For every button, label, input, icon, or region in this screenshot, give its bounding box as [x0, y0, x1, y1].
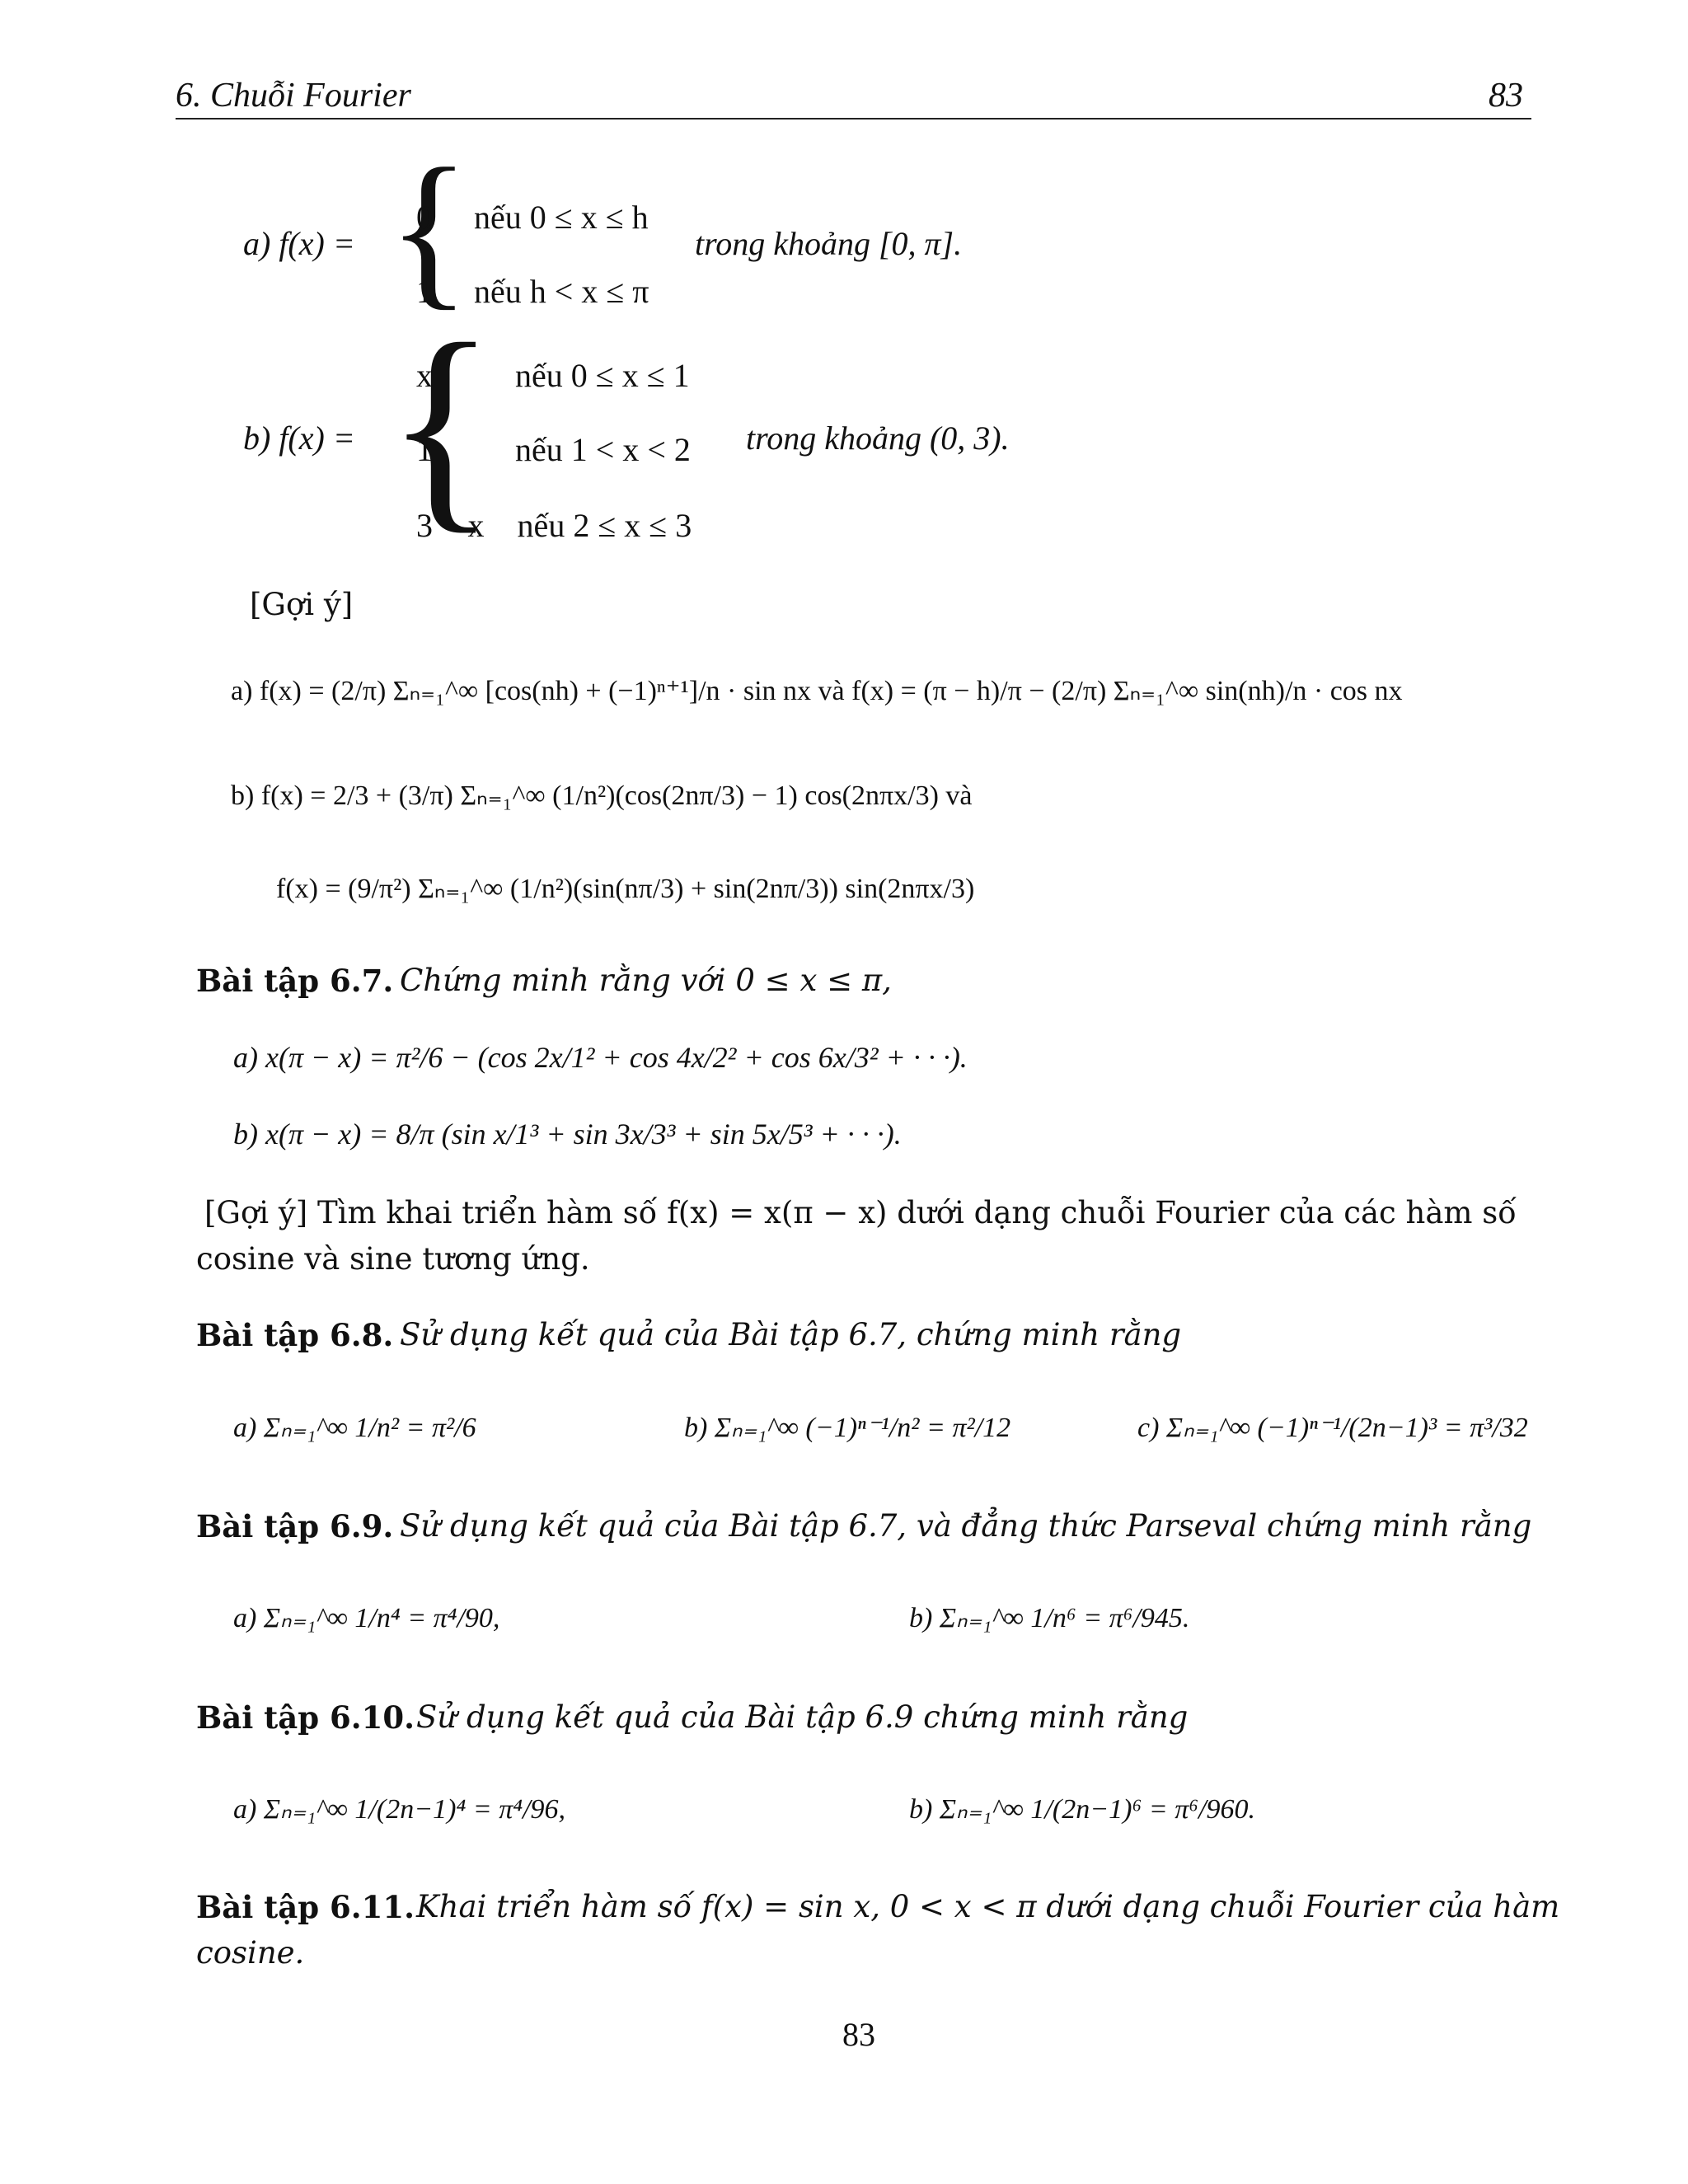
exercise-6-8-statement: Sử dụng kết quả của Bài tập 6.7, chứng minh rằng	[400, 1317, 1182, 1352]
piecewise-a-brace: {	[387, 134, 471, 325]
hint-a-formula: a) f(x) = (2/π) Σₙ₌₁^∞ [cos(nh) + (−1)ⁿ⁺¹]/n · sin nx và f(x) = (π − h)/π − (2/π) Σₙ₌₁^∞ sin(nh)/n · cos nx	[231, 676, 1403, 706]
exercise-6-11-title: Bài tập 6.11.	[196, 1889, 415, 1925]
piecewise-b-brace: {	[386, 296, 497, 552]
exercise-6-9-part-a: a) Σₙ₌₁^∞ 1/n⁴ = π⁴/90,	[233, 1603, 500, 1633]
footer-page-number: 83	[842, 2016, 875, 2053]
piecewise-a-label: a) f(x) =	[243, 225, 355, 262]
piecewise-a-interval: trong khoảng [0, π].	[695, 225, 963, 262]
exercise-6-7-hint-line-1: [Gợi ý] Tìm khai triển hàm số f(x) = x(π − x) dưới dạng chuỗi Fourier của các hàm số	[204, 1195, 1517, 1230]
exercise-6-7-part-b: b) x(π − x) = 8/π (sin x/1³ + sin 3x/3³ + sin 5x/5³ + · · ·).	[233, 1118, 902, 1151]
piecewise-b-case-3: 3 − x nếu 2 ≤ x ≤ 3	[416, 507, 692, 544]
exercise-6-9-statement: Sử dụng kết quả của Bài tập 6.7, và đẳng thức Parseval chứng minh rằng	[400, 1508, 1532, 1544]
hint-b-formula-2: f(x) = (9/π²) Σₙ₌₁^∞ (1/n²)(sin(nπ/3) + sin(2nπ/3)) sin(2nπx/3)	[276, 874, 975, 904]
exercise-6-8-part-c: c) Σₙ₌₁^∞ (−1)ⁿ⁻¹/(2n−1)³ = π³/32	[1137, 1413, 1528, 1443]
exercise-6-9-title: Bài tập 6.9.	[196, 1508, 394, 1544]
exercise-6-8-part-a: a) Σₙ₌₁^∞ 1/n² = π²/6	[233, 1413, 476, 1443]
piecewise-a-case-1: 0 nếu 0 ≤ x ≤ h	[416, 199, 649, 236]
exercise-6-10-title: Bài tập 6.10.	[196, 1699, 415, 1736]
exercise-6-8-title: Bài tập 6.8.	[196, 1317, 394, 1353]
running-header-page-number: 83	[1489, 77, 1523, 115]
exercise-6-7-title: Bài tập 6.7.	[196, 963, 394, 999]
exercise-6-8-part-b: b) Σₙ₌₁^∞ (−1)ⁿ⁻¹/n² = π²/12	[684, 1413, 1011, 1443]
piecewise-b-case-2: 1 nếu 1 < x < 2	[416, 431, 691, 468]
exercise-6-10-statement: Sử dụng kết quả của Bài tập 6.9 chứng minh rằng	[416, 1699, 1189, 1735]
hint-label: [Gợi ý]	[250, 587, 354, 622]
running-header-title: 6. Chuỗi Fourier	[176, 77, 411, 115]
exercise-6-7-hint-line-2: cosine và sine tương ứng.	[196, 1241, 590, 1277]
exercise-6-7-part-a: a) x(π − x) = π²/6 − (cos 2x/1² + cos 4x/2² + cos 6x/3² + · · ·).	[233, 1041, 968, 1074]
hint-b-formula-1: b) f(x) = 2/3 + (3/π) Σₙ₌₁^∞ (1/n²)(cos(2nπ/3) − 1) cos(2nπx/3) và	[231, 780, 973, 811]
exercise-6-10-part-a: a) Σₙ₌₁^∞ 1/(2n−1)⁴ = π⁴/96,	[233, 1794, 566, 1825]
header-rule	[176, 118, 1531, 120]
piecewise-b-label: b) f(x) =	[243, 419, 355, 457]
piecewise-a-case-2: 1 nếu h < x ≤ π	[416, 273, 649, 310]
exercise-6-7-statement: Chứng minh rằng với 0 ≤ x ≤ π,	[400, 963, 892, 998]
piecewise-b-case-1: x nếu 0 ≤ x ≤ 1	[416, 357, 690, 394]
exercise-6-10-part-b: b) Σₙ₌₁^∞ 1/(2n−1)⁶ = π⁶/960.	[909, 1794, 1256, 1825]
piecewise-b-interval: trong khoảng (0, 3).	[746, 419, 1010, 457]
exercise-6-9-part-b: b) Σₙ₌₁^∞ 1/n⁶ = π⁶/945.	[909, 1603, 1190, 1633]
exercise-6-11-statement-line-1: Khai triển hàm số f(x) = sin x, 0 < x < π dưới dạng chuỗi Fourier của hàm	[416, 1889, 1560, 1924]
exercise-6-11-statement-line-2: cosine.	[196, 1935, 305, 1971]
